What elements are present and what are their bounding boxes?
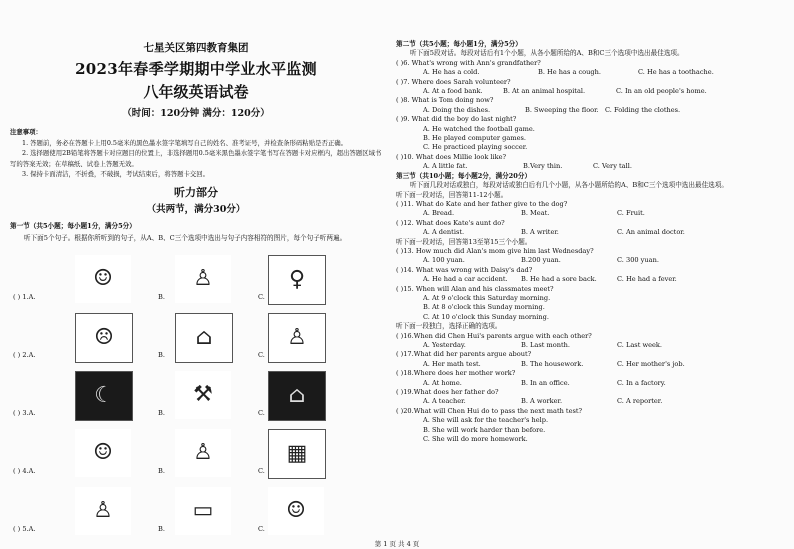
option-b: B. A writer. xyxy=(521,228,559,237)
girl-icon: ☺ xyxy=(75,429,131,477)
option-a: A. She will ask for the teacher's help. xyxy=(423,416,549,425)
section1-instruction: 听下面5个句子。根据你所听到的句子，从A、B、C三个选项中选出与句子内容相符的图片，每个句子听两遍。 xyxy=(24,233,347,242)
option-b: B. Sweeping the floor. xyxy=(525,105,599,114)
option-a: A. At a food bank. xyxy=(423,87,483,96)
page-footer: 第 1 页 共 4 页 xyxy=(374,540,420,548)
worker-icon: ⚒ xyxy=(175,371,231,419)
question-15: ( )15. When will Alan and his classmates meet? xyxy=(396,284,554,293)
sick-icon: ☹ xyxy=(75,313,133,363)
question-row-3 xyxy=(10,371,382,429)
question-14: ( )14. What was wrong with Daisy's dad? xyxy=(396,265,533,274)
option-a: A. A dentist. xyxy=(423,228,465,237)
option-c-label: C. xyxy=(258,351,265,359)
girl-icon: ☺ xyxy=(75,255,131,303)
question-12-options xyxy=(396,228,788,237)
bed-icon: ⌂ xyxy=(175,313,233,363)
question-6-options xyxy=(396,68,788,77)
question-row-2 xyxy=(10,313,382,371)
girl-icon: ☺ xyxy=(268,487,324,535)
picture-grid xyxy=(10,255,382,545)
question-14-options xyxy=(396,275,788,284)
question-17-options xyxy=(396,360,788,369)
option-a: A. Bread. xyxy=(423,209,455,218)
question-11-options xyxy=(396,209,788,218)
note-1: 1. 答题前，务必在答题卡上用0.5毫米的黑色墨水签字笔填写自己的姓名、准考证号，并检查条形码粘贴是否正确。 xyxy=(22,138,348,147)
section3-title: 第三节（共10小题；每小题2分，满分20分） xyxy=(396,171,532,180)
section3-instruction: 听下面几段对话或独白，每段对话或独白后有几个小题，从各小题所给的A、B和C三个选项中选出最佳选项。 xyxy=(410,181,728,190)
question-17: ( )17.What did her parents argue about? xyxy=(396,350,532,359)
option-c: C. An animal doctor. xyxy=(617,228,685,237)
question-8-options xyxy=(396,106,788,115)
subject-title: 八年级英语试卷 xyxy=(143,83,249,101)
notes-title: 注意事项： xyxy=(10,128,42,136)
option-b: B.200 yuan. xyxy=(521,256,561,265)
listening-title: 听力部分 xyxy=(174,185,218,199)
question-18: ( )18.Where does her mother work? xyxy=(396,369,516,378)
option-b: B. A worker. xyxy=(521,397,563,406)
question-13-options xyxy=(396,256,788,265)
question-10: ( )10. What does Millie look like? xyxy=(396,152,507,161)
question-19: ( )19.What does her father do? xyxy=(396,388,499,397)
boy-icon: ♙ xyxy=(175,255,231,303)
school-name: 七星关区第四教育集团 xyxy=(143,42,249,54)
classroom-icon: ▦ xyxy=(268,429,326,479)
option-a: A. Doing the dishes. xyxy=(423,105,491,114)
right-column xyxy=(396,40,788,535)
question-12: ( )12. What does Kate's aunt do? xyxy=(396,218,505,227)
option-b-label: B. xyxy=(158,467,165,475)
option-a: A. Yesterday. xyxy=(423,341,466,349)
option-b: B. He played computer games. xyxy=(423,134,526,143)
option-a: A. Her math test. xyxy=(423,359,481,368)
option-c: C. Folding the clothes. xyxy=(605,105,681,114)
option-c: C. Very tall. xyxy=(593,162,632,171)
option-a: A. He had a car accident. xyxy=(423,275,508,284)
option-c: C. In an old people's home. xyxy=(616,87,707,96)
option-c: C. Her mother's job. xyxy=(617,359,685,368)
woman-icon: ♀ xyxy=(268,255,326,305)
question-11: ( )11. What do Kate and her father give to the dog? xyxy=(396,199,568,208)
question-5-label: ( ) 5.A. xyxy=(13,525,36,533)
question-row-1 xyxy=(10,255,382,313)
section2-title: 第二节（共5小题；每小题1分，满分5分） xyxy=(396,40,522,48)
option-c: C. A reporter. xyxy=(617,397,663,406)
question-16: ( )16.When did Chen Hui's parents argue with each other? xyxy=(396,331,592,340)
option-c: C. At 10 o'clock this Sunday morning. xyxy=(423,312,549,321)
question-6: ( )6. What's wrong with Ann's grandfather? xyxy=(396,58,541,67)
option-a: A. 100 yuan. xyxy=(423,256,465,265)
option-a: A. A little fat. xyxy=(423,162,468,171)
option-a: A. At home. xyxy=(423,378,462,387)
question-3-label: ( ) 3.A. xyxy=(13,409,36,417)
option-c-label: C. xyxy=(258,525,265,533)
option-b: B. At an animal hospital. xyxy=(503,87,586,96)
question-16-options xyxy=(396,341,788,350)
boy-icon: ♙ xyxy=(75,487,131,535)
option-b: B. He has a cough. xyxy=(538,68,601,77)
option-b: B. The housework. xyxy=(521,359,584,368)
option-c: C. She will do more homework. xyxy=(423,435,528,444)
boy-icon: ♙ xyxy=(175,429,231,477)
option-c: C. He has a toothache. xyxy=(638,68,714,77)
section2-instruction: 听下面5段对话。每段对话后有1个小题，从各小题所给的A、B和C三个选项中选出最佳选项。 xyxy=(410,49,684,58)
question-4-label: ( ) 4.A. xyxy=(13,467,36,475)
part3-instruction: 听下面一段独白，选择正确的选项。 xyxy=(396,322,502,331)
question-1-label: ( ) 1.A. xyxy=(13,293,36,301)
option-c: C. Last week. xyxy=(617,341,662,349)
part2-instruction: 听下面一段对话，回答第13至第15三个小题。 xyxy=(396,237,532,246)
question-row-5 xyxy=(10,487,382,545)
option-b: B. He had a sore back. xyxy=(521,275,597,284)
question-7: ( )7. Where does Sarah volunteer? xyxy=(396,77,511,86)
question-20: ( )20.What will Chen Hui do to pass the next math test? xyxy=(396,406,583,415)
option-b: B.Very thin. xyxy=(523,162,563,171)
option-b-label: B. xyxy=(158,409,165,417)
note-2: 2. 选择题使用2B铅笔将答题卡对应题目的位置上，非选择题用0.5毫米黑色墨水签字笔书写在答题卡对应框内，超出答题区域书写的答案无效；在草稿纸、试卷上答题无效。 xyxy=(10,149,382,168)
option-c-label: C. xyxy=(258,467,265,475)
option-c: C. He had a fever. xyxy=(617,275,677,284)
option-c: C. In a factory. xyxy=(617,378,666,387)
question-8: ( )8. What is Tom doing now? xyxy=(396,96,494,105)
option-b-label: B. xyxy=(158,351,165,359)
notes xyxy=(10,127,382,180)
exam-title: 2023年春季学期期中学业水平监测 xyxy=(75,60,317,78)
left-column xyxy=(10,40,382,535)
time-score: （时间：120分钟 满分：120分） xyxy=(122,108,270,119)
house-icon: ⌂ xyxy=(268,371,326,421)
option-a: A. A teacher. xyxy=(423,397,466,406)
option-b: B. At 8 o'clock this Sunday morning. xyxy=(423,303,545,312)
question-13: ( )13. How much did Alan's mom give him last Wednesday? xyxy=(396,246,594,255)
night-icon: ☾ xyxy=(75,371,133,421)
question-7-options xyxy=(396,87,788,96)
option-c-label: C. xyxy=(258,409,265,417)
option-c-label: C. xyxy=(258,293,265,301)
question-18-options xyxy=(396,379,788,388)
option-b-label: B. xyxy=(158,525,165,533)
option-b: B. Last month. xyxy=(521,341,570,349)
option-c: C. Fruit. xyxy=(617,209,645,218)
section1-title: 第一节（共5小题；每小题1分，满分5分） xyxy=(10,221,136,230)
part1-instruction: 听下面一段对话，回答第11-12小题。 xyxy=(396,190,508,199)
note-3: 3. 保持卡面清洁，不折叠，不破损，考试结束后，将答题卡交回。 xyxy=(22,170,210,178)
option-b: B. She will work harder than before. xyxy=(423,425,546,434)
option-b: B. In an office. xyxy=(521,378,570,387)
option-a: A. He has a cold. xyxy=(423,68,480,77)
question-2-label: ( ) 2.A. xyxy=(13,351,36,359)
option-b-label: B. xyxy=(158,293,165,301)
option-b: B. Meat. xyxy=(521,209,550,218)
listening-subtitle: （共两节，满分30分） xyxy=(146,203,246,215)
question-19-options xyxy=(396,397,788,406)
boy-icon: ♙ xyxy=(268,313,326,363)
question-10-options xyxy=(396,162,788,171)
option-c: C. He practiced playing soccer. xyxy=(423,143,528,152)
computer-icon: ▭ xyxy=(175,487,231,535)
option-c: C. 300 yuan. xyxy=(617,256,659,265)
option-a: A. He watched the football game. xyxy=(423,124,535,133)
option-a: A. At 9 o'clock this Saturday morning. xyxy=(423,293,551,302)
question-9: ( )9. What did the boy do last night? xyxy=(396,115,517,124)
question-row-4 xyxy=(10,429,382,487)
